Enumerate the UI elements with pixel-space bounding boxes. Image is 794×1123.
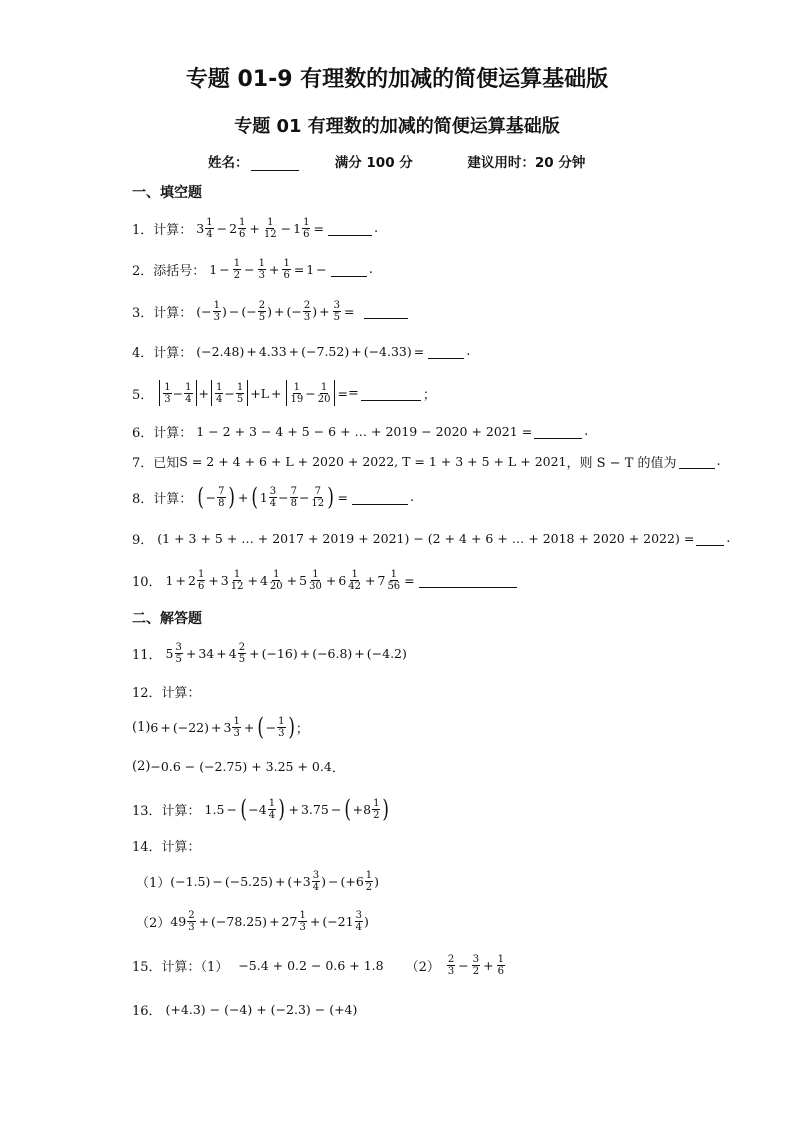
question-12: 12．计算： [132,685,201,701]
name-label: 姓名： [208,155,249,171]
question-2: 2．添括号： 1 − $\frac{1}{2}$ − $\frac{1}{3}$ + $\frac{1}{6}$ = 1 − . [132,257,373,281]
question-7: 7．已知 S = 2 + 4 + 6 + L + 2020 + 2022, T = 1 + 3 + 5 + L + 2021 ，则 S − T 的值为 . [132,453,721,471]
question-14-2: （2） 49 $\frac{2}{3}$ + (−78.25) + 27 $\frac{1}{3}$ + (−21 $\frac{3}{4}$ ) [136,909,369,933]
q9-expr: (1 + 3 + 5 + … + 2017 + 2019 + 2021) − (2 + 4 + 6 + … + 2018 + 2020 + 2022) = [157,530,695,546]
q2-expr: 1 − $\frac{1}{2}$ − $\frac{1}{3}$ + $\frac{1}{6}$ = 1 − [209,257,327,281]
q12-1-expr: 6 + (−22) + 3 $\frac{1}{3}$ + ( − $\frac{1}{3}$ ) [150,713,295,741]
answer-blank[interactable] [364,304,408,319]
section-solve: 二、解答题 [132,611,202,627]
question-16: 16． (+4.3) − (−4) + (−2.3) − (+4) [132,1001,358,1019]
question-6: 6．计算： 1 − 2 + 3 − 4 + 5 − 6 + … + 2019 − 2020 + 2021 = . [132,423,589,441]
answer-blank[interactable] [696,531,724,546]
q5-expr: $\frac{1}{3}$ − $\frac{1}{4}$ + $\frac{1}{4}$ − $\frac{1}{5}$ +L + $\frac{1}{19}$ − $\frac{1}{20}$ = [157,380,348,406]
q3-expr: (− $\frac{1}{3}$ ) − (− $\frac{2}{5}$ ) + (− $\frac{2}{3}$ ) + $\frac{3}{5}$ = [196,299,355,323]
time-label: 建议用时：20 分钟 [467,155,586,171]
name-blank[interactable] [251,156,299,171]
page-subtitle: 专题 01 有理数的加减的简便运算基础版 [234,116,560,137]
question-10: 10． 1 + 2 $\frac{1}{6}$ + 3 $\frac{1}{12}$ + 4 $\frac{1}{20}$ + 5 $\frac{1}{30}$ + 6 $\frac{1}{42}$ + 7 $\frac{1}{56}$ = [132,565,519,595]
answer-blank[interactable] [534,424,582,439]
answer-blank[interactable] [428,344,464,359]
question-5: 5． $\frac{1}{3}$ − $\frac{1}{4}$ + $\frac{1}{4}$ − $\frac{1}{5}$ +L + $\frac{1}{19}$ − $\frac{1}{20}$ = = ； [132,381,436,405]
question-4: 4．计算： (−2.48) + 4.33 + (−7.52) + (−4.33) = . [132,343,471,361]
question-8: 8．计算： ( − $\frac{7}{8}$ ) + ( 1 $\frac{3}{4}$ − $\frac{7}{8}$ − $\frac{7}{12}$ ) = . [132,483,415,511]
q7-expr: S = 2 + 4 + 6 + L + 2020 + 2022, T = 1 + 3 + 5 + L + 2021 [179,453,567,469]
answer-blank[interactable] [419,573,517,588]
question-13: 13．计算： 1.5 − ( −4 $\frac{1}{4}$ ) + 3.75 − ( +8 $\frac{1}{2}$ ) [132,795,390,823]
q6-expr: 1 − 2 + 3 − 4 + 5 − 6 + … + 2019 − 2020 + 2021 = [196,423,533,439]
q10-expr: 1 + 2 $\frac{1}{6}$ + 3 $\frac{1}{12}$ + 4 $\frac{1}{20}$ + 5 $\frac{1}{30}$ + 6 $\frac{1}{42}$ + 7 $\frac{1}{56}$ = [165,568,415,592]
question-14-1: （1） (−1.5) − (−5.25) + (+3 $\frac{3}{4}$ ) − (+6 $\frac{1}{2}$ ) [136,869,380,893]
q16-expr: (+4.3) − (−4) + (−2.3) − (+4) [165,1001,358,1017]
answer-blank[interactable] [679,454,715,469]
section-fill: 一、填空题 [132,185,202,201]
question-11: 11． 5 $\frac{3}{5}$ + 34 + 4 $\frac{2}{5}$ + (−16) + (−6.8) + (−4.2) [132,641,407,665]
q12-2-expr: −0.6 − (−2.75) + 3.25 + 0.4 [150,758,332,774]
score-label: 满分 100 分 [334,155,413,171]
question-12-2: (2) −0.6 − (−2.75) + 3.25 + 0.4 ． [132,758,345,776]
question-1: 1．计算： 3 $\frac{1}{4}$ − 2 $\frac{1}{6}$ + $\frac{1}{12}$ − 1 $\frac{1}{6}$ = . [132,216,379,240]
q15-expr-1: −5.4 + 0.2 − 0.6 + 1.8 [238,957,384,973]
page-title: 专题 01-9 有理数的加减的简便运算基础版 [185,67,609,92]
q14-1-expr: (−1.5) − (−5.25) + (+3 $\frac{3}{4}$ ) − (+6 $\frac{1}{2}$ ) [170,869,380,893]
question-15: 15．计算：（1） −5.4 + 0.2 − 0.6 + 1.8 （2） $\frac{2}{3}$ − $\frac{3}{2}$ + $\frac{1}{6}$ [132,953,504,977]
answer-blank[interactable] [331,262,367,277]
answer-blank[interactable] [361,386,421,401]
q4-expr: (−2.48) + 4.33 + (−7.52) + (−4.33) = [196,343,425,359]
q8-expr: ( − $\frac{7}{8}$ ) + ( 1 $\frac{3}{4}$ − $\frac{7}{8}$ − $\frac{7}{12}$ ) = [197,483,349,511]
question-14: 14．计算： [132,839,201,855]
question-9: 9． (1 + 3 + 5 + … + 2017 + 2019 + 2021) − (2 + 4 + 6 + … + 2018 + 2020 + 2022) = . [132,530,731,548]
answer-blank[interactable] [352,490,408,505]
info-line [208,151,585,171]
q13-expr: 1.5 − ( −4 $\frac{1}{4}$ ) + 3.75 − ( +8 $\frac{1}{2}$ ) [204,795,390,823]
answer-blank[interactable] [328,221,372,236]
question-3: 3．计算： (− $\frac{1}{3}$ ) − (− $\frac{2}{5}$ ) + (− $\frac{2}{3}$ ) + $\frac{3}{5}$ = [132,296,410,326]
question-12-1: (1) 6 + (−22) + 3 $\frac{1}{3}$ + ( − $\frac{1}{3}$ ) ； [132,713,309,741]
q15-expr-2: $\frac{2}{3}$ − $\frac{3}{2}$ + $\frac{1}{6}$ [447,953,504,977]
q11-expr: 5 $\frac{3}{5}$ + 34 + 4 $\frac{2}{5}$ + (−16) + (−6.8) + (−4.2) [165,641,407,665]
q1-expr: 3 $\frac{1}{4}$ − 2 $\frac{1}{6}$ + $\frac{1}{12}$ − 1 $\frac{1}{6}$ = [196,216,324,240]
q14-2-expr: 49 $\frac{2}{3}$ + (−78.25) + 27 $\frac{1}{3}$ + (−21 $\frac{3}{4}$ ) [170,909,369,933]
